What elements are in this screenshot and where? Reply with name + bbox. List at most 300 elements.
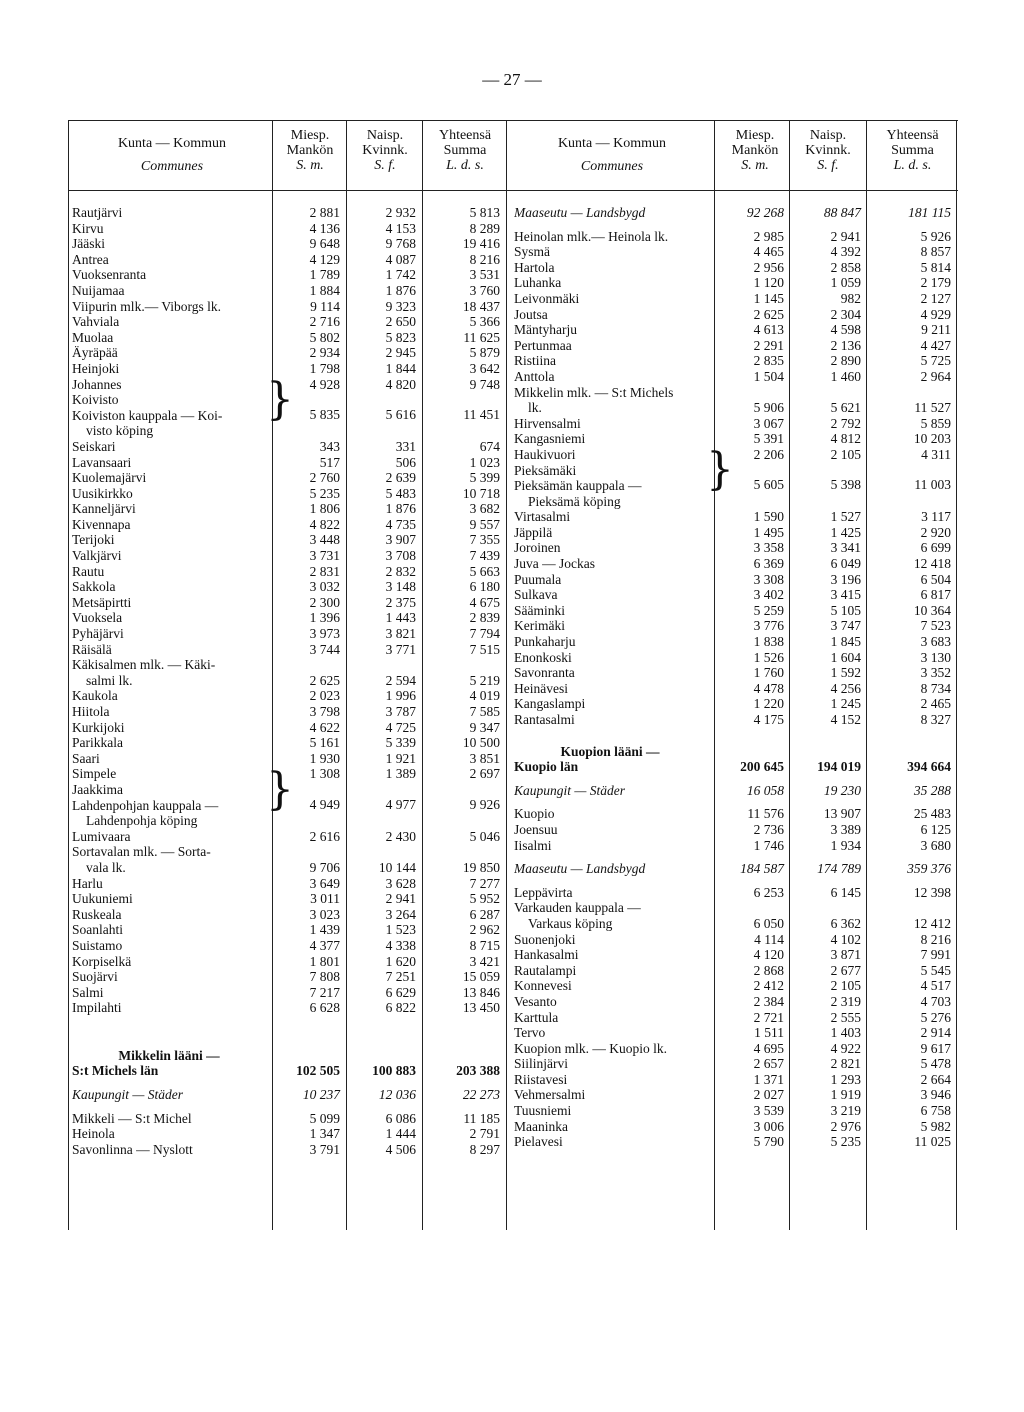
value-female: 1 293 [830,1071,861,1087]
value-total: 13 450 [462,1000,500,1016]
value-male: 1 930 [309,750,340,766]
value-female: 5 398 [830,477,861,493]
value-total: 1 023 [469,454,500,470]
table-row [72,1024,508,1032]
header-naisp-right: Naisp. Kvinnk. S. f. [805,128,851,173]
value-male: 1 884 [309,282,340,298]
value-male: 5 099 [309,1110,340,1126]
value-female: 1 604 [830,649,861,665]
table-row [514,587,958,603]
commune-name [72,782,268,798]
value-total: 2 920 [920,524,951,540]
value-male: 1 789 [309,267,340,283]
value-male: 3 358 [753,540,784,556]
table-row [514,775,958,783]
commune-label: Konnevesi [514,978,572,994]
table-row [72,907,508,923]
value-total: 6 817 [920,587,951,603]
value-female: 2 304 [830,306,861,322]
table-row [72,642,508,658]
value-total: 3 421 [469,953,500,969]
commune-label: Rantasalmi [514,712,575,727]
group-brace: } [706,444,734,496]
commune-label: Muolaa [72,329,114,345]
value-male: 1 308 [309,766,340,782]
table-top-rule [68,120,958,121]
value-female: 13 907 [823,806,861,822]
value-female: 3 907 [385,532,416,548]
value-female: 6 145 [830,884,861,900]
value-total: 13 846 [462,984,500,1000]
value-female: 3 708 [385,548,416,564]
table-row [72,720,508,736]
value-male: 102 505 [296,1063,340,1079]
value-total: 25 483 [913,806,951,822]
table-row [72,1142,508,1158]
value-female: 12 036 [378,1087,416,1103]
commune-name [528,494,708,510]
table-row [72,969,508,985]
table-row [514,1041,958,1057]
value-female: 3 771 [385,641,416,657]
value-female: 174 789 [817,861,861,877]
value-male: 2 831 [309,563,340,579]
value-total: 10 500 [462,735,500,751]
table-row [514,736,958,744]
value-female: 2 792 [830,415,861,431]
value-female: 9 323 [385,298,416,314]
table-row [514,229,958,245]
value-total: 4 311 [921,446,951,462]
table-row [72,314,508,330]
commune-label: Pieksämän kauppala — [514,478,642,494]
value-male: 3 649 [309,875,340,891]
commune-label: Virtasalmi [514,509,571,525]
value-female: 3 148 [385,579,416,595]
value-total: 11 003 [914,477,951,493]
value-total: 4 703 [920,993,951,1009]
value-female: 2 821 [830,1056,861,1072]
table-row [514,618,958,634]
value-male: 4 120 [753,947,784,963]
value-male: 2 868 [753,962,784,978]
table-row [72,470,508,486]
commune-label: Tervo [514,1025,546,1041]
value-female: 5 483 [385,485,416,501]
value-male: 517 [319,454,340,470]
value-male: 9 706 [309,859,340,875]
commune-name [72,1048,268,1064]
value-total: 3 642 [469,360,500,376]
value-total: 5 276 [920,1009,951,1025]
table-row [72,455,508,471]
value-total: 10 203 [913,431,951,447]
table-row [514,634,958,650]
value-female: 3 219 [830,1103,861,1119]
value-total: 5 859 [920,415,951,431]
table-row [72,1087,508,1103]
value-female: 6 629 [385,984,416,1000]
commune-label: Räisälä [72,641,112,657]
left-table-body [72,205,508,1157]
value-total: 15 059 [462,969,500,985]
table-row [514,783,958,799]
table-row [72,891,508,907]
value-total: 9 211 [921,322,951,338]
value-male: 3 308 [753,571,784,587]
value-total: 2 791 [469,1126,500,1142]
commune-label: Rautjärvi [72,205,123,220]
table-row [514,1087,958,1103]
table-row [72,938,508,954]
value-male: 2 291 [753,337,784,353]
commune-label: Iisalmi [514,837,552,853]
value-total: 2 914 [920,1025,951,1041]
value-male: 2 657 [753,1056,784,1072]
table-row [514,728,958,736]
value-female: 9 768 [385,236,416,252]
table-row [72,610,508,626]
value-male: 4 175 [753,712,784,727]
table-row [514,400,958,416]
table-row [514,291,958,307]
commune-label: Anttola [514,368,555,384]
value-male: 2 760 [309,470,340,486]
value-female: 2 136 [830,337,861,353]
commune-label: Pielavesi [514,1134,563,1150]
value-male: 200 645 [740,759,784,775]
value-total: 5 219 [469,672,500,688]
value-male: 6 369 [753,556,784,572]
value-female: 2 976 [830,1118,861,1134]
table-row [514,275,958,291]
value-male: 3 776 [753,618,784,634]
value-female: 1 403 [830,1025,861,1041]
value-male: 2 625 [753,306,784,322]
value-female: 4 102 [830,931,861,947]
value-male: 4 465 [753,244,784,260]
commune-label: Sääminki [514,602,565,618]
commune-name [514,900,708,916]
commune-label: Pieksämä köping [528,493,621,509]
value-total: 8 297 [469,1141,500,1157]
value-male: 4 928 [309,376,340,392]
table-row [72,985,508,1001]
value-total: 3 117 [921,509,951,525]
value-male: 1 347 [309,1126,340,1142]
value-male: 5 235 [309,485,340,501]
value-female: 3 415 [830,587,861,603]
table-row [72,1063,508,1079]
commune-label: Lahdenpohja köping [86,813,198,829]
value-male: 4 114 [754,931,784,947]
table-row [514,205,958,221]
value-total: 5 545 [920,962,951,978]
page-number: — 27 — [482,70,542,89]
value-total: 6 125 [920,821,951,837]
header-naisp: Naisp. Kvinnk. S. f. [362,128,408,173]
commune-label: Seiskari [72,438,116,454]
table-row [514,877,958,885]
value-total: 2 179 [920,275,951,291]
value-female: 1 523 [385,922,416,938]
value-total: 3 851 [469,750,500,766]
value-female: 1 934 [830,837,861,853]
commune-label: Varkauden kauppala — [514,900,641,916]
value-female: 2 941 [830,228,861,244]
value-total: 6 699 [920,540,951,556]
value-female: 5 823 [385,329,416,345]
table-row [514,369,958,385]
table-row [72,657,508,673]
commune-label: Jaakkima [72,781,123,797]
value-male: 1 801 [309,953,340,969]
value-total: 11 451 [463,406,500,422]
commune-label: Mikkeli — S:t Michel [72,1110,192,1126]
table-row [514,665,958,681]
commune-label: Maaseutu — Landsbygd [514,861,646,877]
value-total: 7 515 [469,641,500,657]
value-total: 7 355 [469,532,500,548]
value-total: 5 046 [469,828,500,844]
value-total: 2 127 [920,290,951,306]
value-male: 5 790 [753,1134,784,1150]
table-row [72,548,508,564]
commune-label: Salmi [72,984,104,1000]
commune-name [86,813,268,829]
value-total: 9 347 [469,719,500,735]
header-kunta: Kunta — Kommun Communes [117,136,227,174]
commune-label: Jääski [72,236,105,252]
value-total: 19 416 [462,236,500,252]
table-row [72,267,508,283]
table-row [72,283,508,299]
value-male: 1 145 [753,290,784,306]
value-male: 2 206 [753,446,784,462]
commune-label: Sortavalan mlk. — Sorta- [72,844,211,860]
value-total: 7 439 [469,548,500,564]
value-female: 194 019 [817,759,861,775]
commune-name [72,844,268,860]
commune-label: Kaupungit — Städer [514,782,626,798]
value-male: 1 220 [753,696,784,712]
value-male: 6 050 [753,915,784,931]
table-row [514,525,958,541]
value-male: 4 613 [753,322,784,338]
value-male: 2 956 [753,259,784,275]
table-row [514,1025,958,1041]
value-female: 2 650 [385,314,416,330]
table-row [514,447,958,463]
value-total: 181 115 [908,205,951,220]
table-row [514,963,958,979]
value-female: 1 059 [830,275,861,291]
table-row [514,861,958,877]
header-miesp-right: Miesp. Mankön S. m. [731,128,779,173]
commune-label: Korpiselkä [72,953,132,969]
value-female: 7 251 [385,969,416,985]
table-row [72,236,508,252]
table-row [514,712,958,728]
value-total: 3 130 [920,649,951,665]
value-female: 3 787 [385,704,416,719]
commune-label: Hankasalmi [514,947,579,963]
commune-label: Kanneljärvi [72,501,136,517]
value-total: 394 664 [907,759,951,775]
value-female: 2 639 [385,470,416,486]
value-female: 3 389 [830,821,861,837]
right-table-body [514,205,958,1150]
commune-label: Metsäpirtti [72,594,132,610]
table-row [514,338,958,354]
value-female: 19 230 [823,782,861,798]
commune-label: Pyhäjärvi [72,626,124,642]
value-female: 88 847 [823,205,861,220]
value-male: 2 736 [753,821,784,837]
commune-label: Rautu [72,563,105,579]
value-total: 4 427 [920,337,951,353]
value-female: 1 460 [830,368,861,384]
value-female: 1 996 [385,688,416,704]
value-total: 11 025 [914,1134,951,1150]
table-row [72,844,508,860]
table-row [514,509,958,525]
commune-label: Koiviston kauppala — Koi- [72,407,223,423]
value-female: 3 264 [385,906,416,922]
table-row [72,813,508,829]
value-male: 1 746 [753,837,784,853]
commune-label: visto köping [86,423,154,439]
commune-label: Ristiina [514,353,557,369]
value-total: 7 794 [469,626,500,642]
value-male: 184 587 [740,861,784,877]
value-male: 2 023 [309,688,340,704]
table-row [514,916,958,932]
value-total: 6 504 [920,571,951,587]
table-row [514,603,958,619]
commune-label: Saari [72,750,100,766]
value-male: 2 934 [309,345,340,361]
commune-label: Äyräpää [72,345,118,361]
commune-label: Pertunmaa [514,337,572,353]
value-female: 4 725 [385,719,416,735]
value-total: 4 517 [920,978,951,994]
table-row [72,423,508,439]
commune-label: salmi lk. [86,672,133,688]
header-bottom-rule [68,190,958,191]
value-male: 1 396 [309,610,340,626]
value-total: 12 398 [913,884,951,900]
table-row [72,252,508,268]
value-female: 4 820 [385,376,416,392]
table-row [514,556,958,572]
table-row [514,1134,958,1150]
value-female: 1 527 [830,509,861,525]
table-row [514,1103,958,1119]
table-row [514,322,958,338]
value-female: 1 245 [830,696,861,712]
commune-label: Kurkijoki [72,719,125,735]
value-male: 4 136 [309,220,340,236]
value-female: 3 871 [830,947,861,963]
value-total: 674 [479,438,500,454]
table-row [72,1126,508,1142]
value-male: 1 806 [309,501,340,517]
value-female: 6 086 [385,1110,416,1126]
commune-label: Suistamo [72,937,123,953]
value-female: 6 362 [830,915,861,931]
value-female: 331 [395,438,416,454]
commune-label: lk. [528,400,542,416]
commune-label: Vahviala [72,314,120,330]
commune-label: Sysmä [514,244,551,260]
commune-label: Valkjärvi [72,548,122,564]
value-female: 5 105 [830,602,861,618]
value-female: 5 339 [385,735,416,751]
table-row [514,1072,958,1088]
value-female: 1 876 [385,501,416,517]
value-total: 4 019 [469,688,500,704]
value-total: 4 929 [920,306,951,322]
value-male: 3 011 [310,891,340,907]
table-row [514,798,958,806]
commune-label: Kaupungit — Städer [72,1087,184,1103]
value-total: 2 839 [469,610,500,626]
group-brace: } [266,373,294,425]
value-female: 4 922 [830,1040,861,1056]
value-total: 3 680 [920,837,951,853]
value-male: 3 731 [309,548,340,564]
value-male: 2 027 [753,1087,784,1103]
commune-label: Kuopio län [514,759,579,775]
commune-label: Joensuu [514,821,558,837]
commune-label: Karttula [514,1009,559,1025]
table-row [514,947,958,963]
table-row [72,564,508,580]
commune-label: Luhanka [514,275,562,291]
table-row [514,853,958,861]
value-female: 4 256 [830,680,861,696]
value-female: 506 [395,454,416,470]
value-female: 2 890 [830,353,861,369]
table-row [72,1111,508,1127]
commune-label: Hiitola [72,704,110,719]
value-female: 1 444 [385,1126,416,1142]
value-female: 6 822 [385,1000,416,1016]
commune-label: Heinävesi [514,680,568,696]
commune-label: Kangaslampi [514,696,586,712]
value-female: 1 592 [830,665,861,681]
table-row [72,626,508,642]
commune-label: Parikkala [72,735,123,751]
value-male: 3 448 [309,532,340,548]
value-male: 10 237 [302,1087,340,1103]
commune-label: Leivonmäki [514,290,580,306]
value-total: 19 850 [462,859,500,875]
table-row [514,221,958,229]
value-total: 7 277 [469,875,500,891]
value-male: 5 802 [309,329,340,345]
table-row [72,1000,508,1016]
table-row [72,688,508,704]
value-total: 5 725 [920,353,951,369]
value-male: 9 648 [309,236,340,252]
commune-label: Vuoksenranta [72,267,147,283]
table-row [514,1010,958,1026]
value-female: 4 152 [830,712,861,727]
table-row [72,1048,508,1064]
value-total: 3 531 [469,267,500,283]
